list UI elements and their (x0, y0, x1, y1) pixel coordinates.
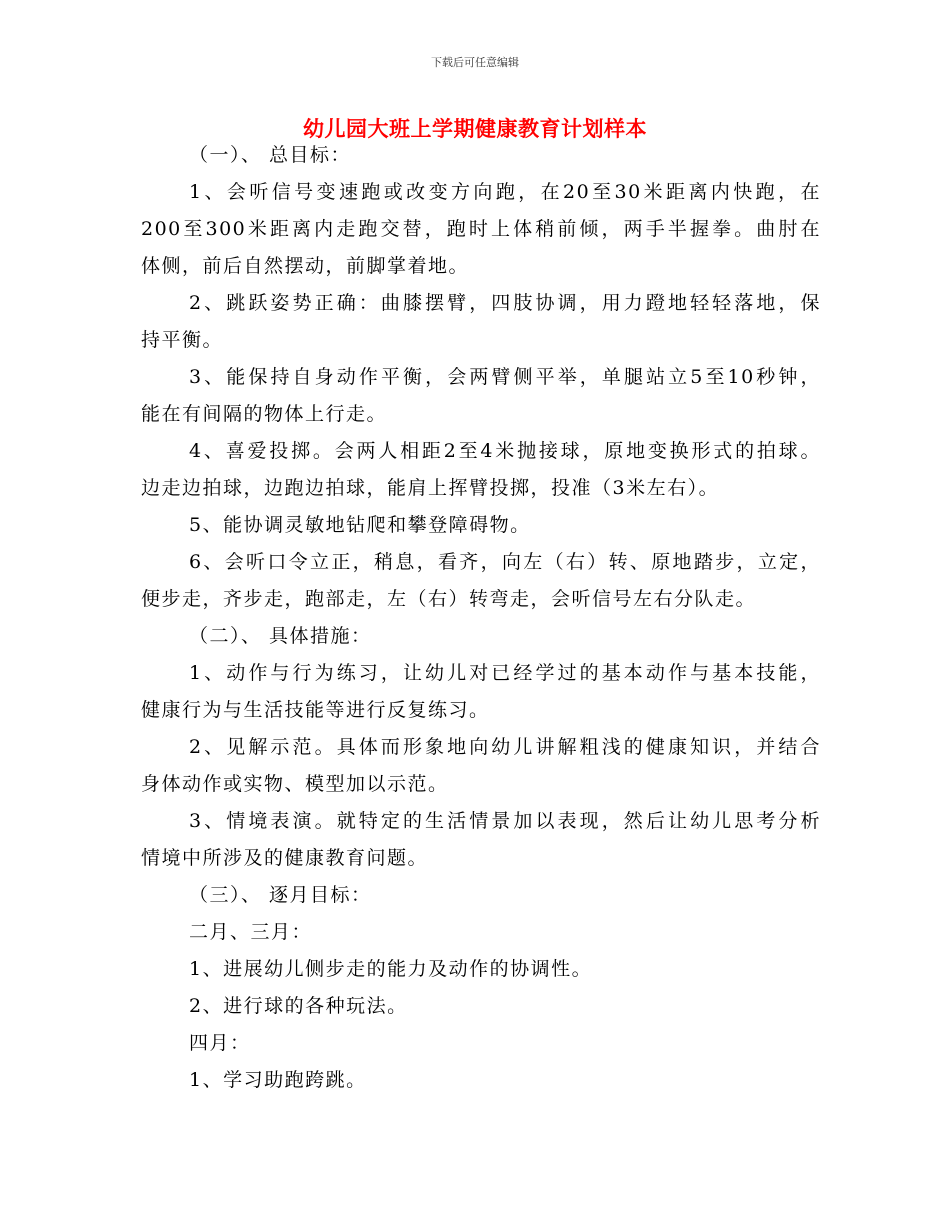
paragraph-line: 身体动作或实物、模型加以示范。 (141, 773, 449, 795)
paragraph-line: 体侧，前后自然摆动，前脚掌着地。 (141, 255, 470, 277)
paragraph-line: 1、动作与行为练习，让幼儿对已经学过的基本动作与基本技能， (189, 662, 821, 684)
paragraph-line: 健康行为与生活技能等进行反复练习。 (141, 699, 490, 721)
paragraph-line: 1、学习助跑跨跳。 (189, 1069, 367, 1091)
month-heading: 二月、三月： (189, 921, 313, 943)
paragraph-line: 3、情境表演。就特定的生活情景加以表现，然后让幼儿思考分析 (189, 810, 821, 832)
paragraph-line: 200至300米距离内走跑交替，跑时上体稍前倾，两手半握拳。曲肘在 (141, 218, 821, 240)
paragraph-line: 2、见解示范。具体而形象地向幼儿讲解粗浅的健康知识，并结合 (189, 736, 821, 758)
paragraph-line: 2、跳跃姿势正确：曲膝摆臂，四肢协调，用力蹬地轻轻落地，保 (189, 292, 821, 314)
paragraph-line: 便步走，齐步走，跑部走，左（右）转弯走，会听信号左右分队走。 (141, 588, 757, 610)
paragraph-line: 持平衡。 (141, 329, 224, 351)
section-heading: （三）、 逐月目标： (189, 884, 372, 906)
paragraph-line: 边走边拍球，边跑边拍球，能肩上挥臂投掷，投准（3米左右）。 (141, 477, 720, 499)
document-body (141, 137, 821, 1099)
paragraph-line: 2、进行球的各种玩法。 (189, 995, 408, 1017)
paragraph-line: 1、进展幼儿侧步走的能力及动作的协调性。 (189, 958, 593, 980)
paragraph-line: 能在有间隔的物体上行走。 (141, 403, 388, 425)
section-heading: （一）、 总目标： (189, 144, 352, 166)
month-heading: 四月： (189, 1032, 251, 1054)
document-title: 幼儿园大班上学期健康教育计划样本 (303, 117, 647, 141)
paragraph-line: 6、会听口令立正，稍息，看齐，向左（右）转、原地踏步，立定， (189, 551, 821, 573)
paragraph-line: 情境中所涉及的健康教育问题。 (141, 847, 429, 869)
header-note: 下载后可任意编辑 (431, 56, 519, 69)
paragraph-line: 3、能保持自身动作平衡，会两臂侧平举，单腿站立5至10秒钟， (189, 366, 821, 388)
paragraph-line: 4、喜爱投掷。会两人相距2至4米抛接球，原地变换形式的拍球。 (189, 440, 821, 462)
paragraph-line: 5、能协调灵敏地钻爬和攀登障碍物。 (189, 514, 531, 536)
section-heading: （二）、 具体措施： (189, 625, 372, 647)
paragraph-line: 1、会听信号变速跑或改变方向跑，在20至30米距离内快跑，在 (189, 181, 821, 203)
